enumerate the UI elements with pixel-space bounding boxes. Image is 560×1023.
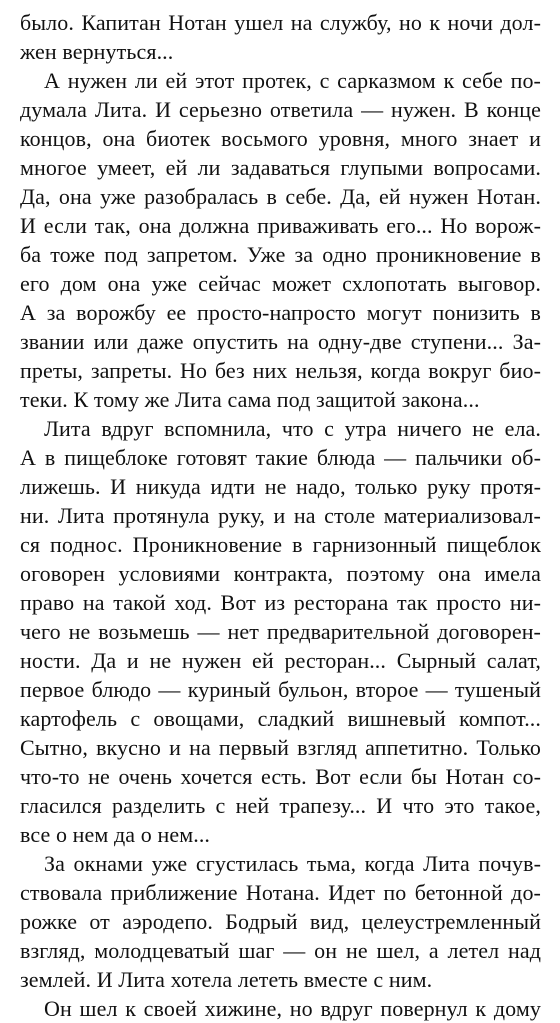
paragraph	[20, 8, 541, 66]
text-line: первое блюдо — куриный бульон, второе — тушеный	[20, 677, 541, 702]
text-line: чего не возьмешь — нет предварительной договорен-	[20, 619, 541, 644]
text-line: думала Лита. И серьезно ответила — нужен. В конце	[20, 97, 541, 122]
text-line: гласился разделить с ней трапезу... И что это такое,	[20, 793, 541, 818]
text-line: оговорен условиями контракта, поэтому она имела	[20, 561, 541, 586]
text-line: И если так, она должна приваживать его... Но ворож-	[20, 213, 541, 238]
text-line: ба тоже под запретом. Уже за одно проникновение в	[20, 242, 541, 267]
paragraph	[20, 414, 541, 849]
text-line: все о нем да о нем...	[20, 822, 211, 847]
text-line: ности. Да и не нужен ей ресторан... Сырный салат,	[20, 648, 541, 673]
text-line: жен вернуться...	[20, 39, 174, 64]
text-line: теки. К тому же Лита сама под защитой закона...	[20, 387, 480, 412]
text-line: звании или даже опустить на одну-две ступени... За-	[20, 329, 541, 354]
text-line: что-то не очень хочется есть. Вот если бы Нотан со-	[20, 764, 541, 789]
text-line: За окнами уже сгустилась тьма, когда Лита почув-	[44, 851, 541, 876]
paragraph	[20, 994, 541, 1023]
text-line: было. Капитан Нотан ушел на службу, но к ночи дол-	[20, 10, 541, 35]
text-line: А в пищеблоке готовят такие блюда — пальчики об-	[20, 445, 541, 470]
text-line: его дом она уже сейчас может схлопотать выговор.	[20, 271, 541, 296]
paragraph	[20, 66, 541, 414]
text-line: землей. И Лита хотела лететь вместе с ним.	[20, 967, 433, 992]
book-page	[20, 8, 541, 1023]
text-line: преты, запреты. Но без них нельзя, когда вокруг био-	[20, 358, 541, 383]
text-line: Он шел к своей хижине, но вдруг повернул к дому	[44, 996, 541, 1021]
paragraph	[20, 849, 541, 994]
text-line: А за ворожбу ее просто-напросто могут понизить в	[20, 300, 541, 325]
text-line: Да, она уже разобралась в себе. Да, ей нужен Нотан.	[20, 184, 541, 209]
text-line: ни. Лита протянула руку, и на столе материализовал-	[20, 503, 541, 528]
text-line: Лита вдруг вспомнила, что с утра ничего не ела.	[44, 416, 541, 441]
text-line: Сытно, вкусно и на первый взгляд аппетитно. Только	[20, 735, 541, 760]
text-line: лижешь. И никуда идти не надо, только руку протя-	[20, 474, 541, 499]
text-line: А нужен ли ей этот протек, с сарказмом к себе по-	[44, 68, 541, 93]
text-line: ся поднос. Проникновение в гарнизонный пищеблок	[20, 532, 541, 557]
text-line: многое умеет, ей ли задаваться глупыми вопросами.	[20, 155, 541, 180]
text-line: концов, она биотек восьмого уровня, много знает и	[20, 126, 541, 151]
text-line: рожке от аэродепо. Бодрый вид, целеустремленный	[20, 909, 541, 934]
text-line: взгляд, молодцеватый шаг — он не шел, а летел над	[20, 938, 541, 963]
text-line: ствовала приближение Нотана. Идет по бетонной до-	[20, 880, 541, 905]
text-line: картофель с овощами, сладкий вишневый компот...	[20, 706, 541, 731]
text-line: право на такой ход. Вот из ресторана так просто ни-	[20, 590, 541, 615]
